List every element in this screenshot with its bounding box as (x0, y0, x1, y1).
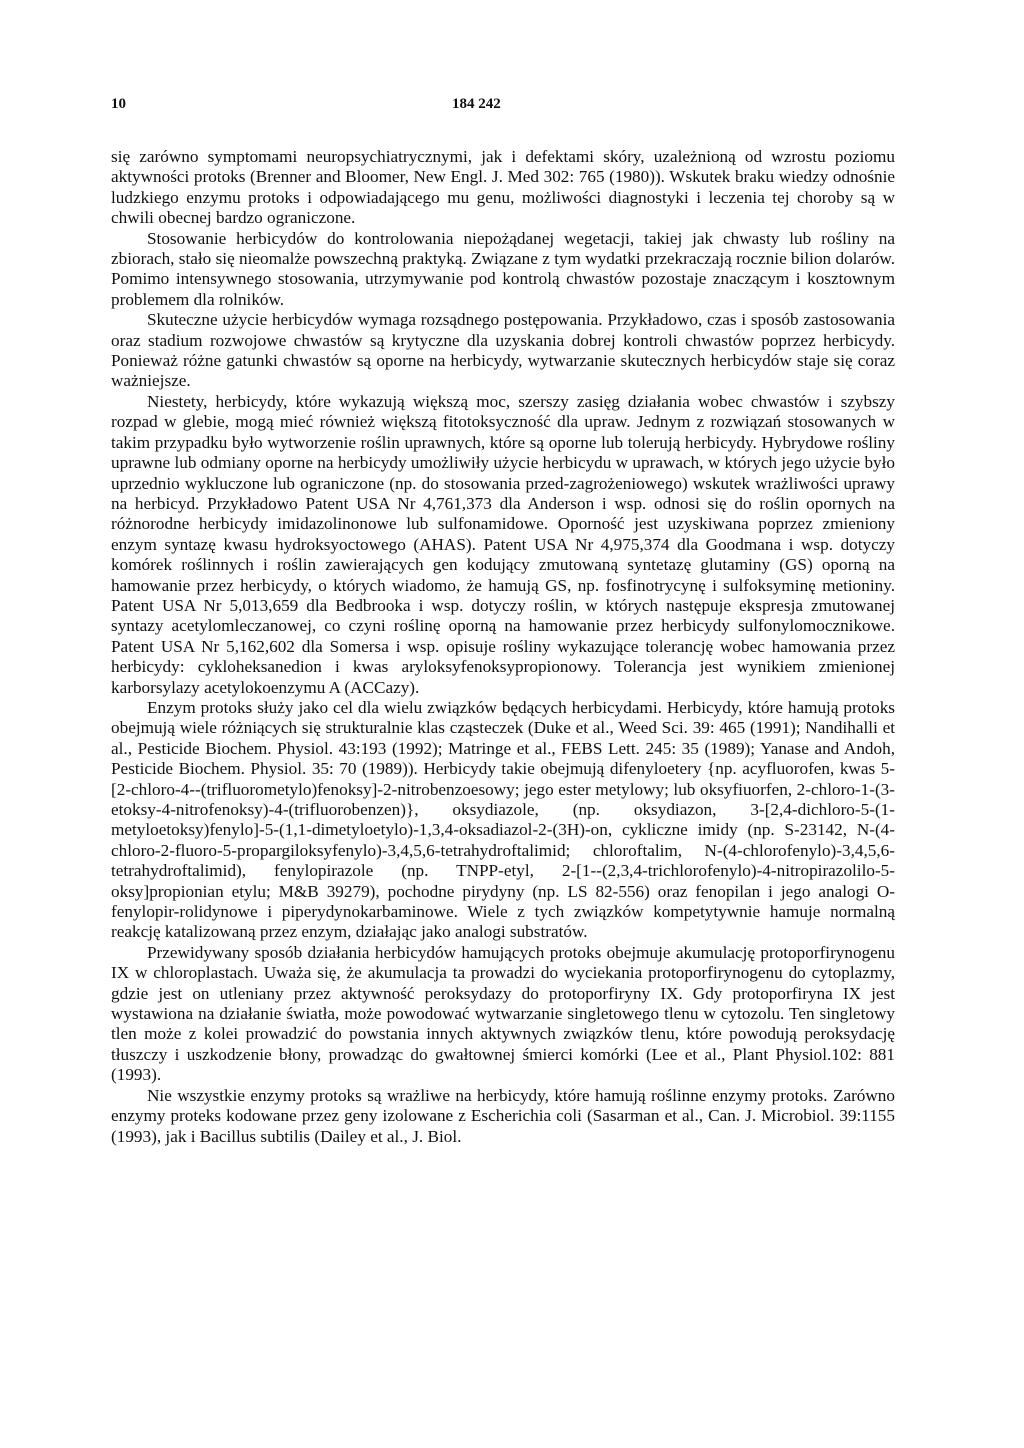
page-header (111, 96, 911, 116)
paragraph: Niestety, herbicydy, które wykazują większą moc, szerszy zasięg działania wobec chwastów i szybszy rozpad w glebie, mogą mieć również większą fitotoksyczność dla upraw. Jednym z rozwiązań stosowanych w takim przypadku było wytworzenie roślin uprawnych, które są oporne lub tolerują herbicydy. Hybrydowe rośliny uprawne lub odmiany oporne na herbicydy umożliwiły użycie herbicydu w uprawach, w których jego użycie było uprzednio wykluczone lub ograniczone (np. do stosowania przed-zagrożeniowego) wskutek wrażliwości uprawy na herbicyd. Przykładowo Patent USA Nr 4,761,373 dla Anderson i wsp. odnosi się do roślin opornych na różnorodne herbicydy imidazolinonowe lub sulfonamidowe. Oporność jest uzyskiwana poprzez zmieniony enzym syntazę kwasu hydroksyoctowego (AHAS). Patent USA Nr 4,975,374 dla Goodmana i wsp. dotyczy komórek roślinnych i roślin zawierających gen kodujący zmutowaną syntetazę glutaminy (GS) oporną na hamowanie przez herbicydy, o których wiadomo, że hamują GS, np. fosfinotrycynę i sulfoksyminę metioniny. Patent USA Nr 5,013,659 dla Bedbrooka i wsp. dotyczy roślin, w których następuje ekspresja zmutowanej syntazy acetylomleczanowej, co czyni roślinę oporną na hamowanie przez herbicydy sulfonylomocznikowe. Patent USA Nr 5,162,602 dla Somersa i wsp. opisuje rośliny wykazujące tolerancję wobec hamowania przez herbicydy: cykloheksanedion i kwas aryloksyfenoksypropionowy. Tolerancja jest wynikiem zmienionej karborsylazy acetylokoenzymu A (ACCazy). (111, 391, 895, 697)
page-number: 10 (111, 96, 126, 112)
paragraph: Enzym protoks służy jako cel dla wielu związków będących herbicydami. Herbicydy, które hamują protoks obejmują wiele różniących się strukturalnie klas cząsteczek (Duke et al., Weed Sci. 39: 465 (1991); Nandihalli et al., Pesticide Biochem. Physiol. 43:193 (1992); Matringe et al., FEBS Lett. 245: 35 (1989); Yanase and Andoh, Pesticide Biochem. Physiol. 35: 70 (1989)). Herbicydy takie obejmują difenyloetery {np. acyfluorofen, kwas 5-[2-chloro-4--(trifluorometylo)fenoksy]-2-nitrobenzoesowy; jego ester metylowy; lub oksyfiuorfen, 2-chloro-1-(3-etoksy-4-nitrofenoksy)-4-(trifluorobenzen)}, oksydiazole, (np. oksydiazon, 3-[2,4-dichloro-5-(1-metyloetoksy)fenylo]-5-(1,1-dimetyloetylo)-1,3,4-oksadiazol-2-(3H)-on, cykliczne imidy (np. S-23142, N-(4-chloro-2-fluoro-5-propargiloksyfenylo)-3,4,5,6-tetrahydroftalimid; chloroftalim, N-(4-chlorofenylo)-3,4,5,6-tetrahydroftalimid), fenylopirazole (np. TNPP-etyl, 2-[1--(2,3,4-trichlorofenylo)-4-nitropirazolilo-5-oksy]propionian etylu; M&B 39279), pochodne pirydyny (np. LS 82-556) oraz fenopilan i jego analogi O-fenylopir-rolidynowe i piperydynokarbaminowe. Wiele z tych związków kompetytywnie hamuje normalną reakcję katalizowaną przez enzym, działając jako analogi substratów. (111, 697, 895, 942)
paragraph: Przewidywany sposób działania herbicydów hamujących protoks obejmuje akumulację protoporfirynogenu IX w chloroplastach. Uważa się, że akumulacja ta prowadzi do wyciekania protoporfirynogenu do cytoplazmy, gdzie jest on utleniany przez aktywność peroksydazy do protoporfiryny IX. Gdy protoporfiryna IX jest wystawiona na działanie światła, może powodować wytwarzanie singletowego tlenu w cytozolu. Ten singletowy tlen może z kolei prowadzić do powstania innych aktywnych związków tlenu, które powodują peroksydację tłuszczy i uszkodzenie błony, prowadząc do gwałtownej śmierci komórki (Lee et al., Plant Physiol.102: 881 (1993). (111, 942, 895, 1085)
paragraph: się zarówno symptomami neuropsychiatrycznymi, jak i defektami skóry, uzależnioną od wzrostu poziomu aktywności protoks (Brenner and Bloomer, New Engl. J. Med 302: 765 (1980)). Wskutek braku wiedzy odnośnie ludzkiego enzymu protoks i odpowiadającego mu genu, możliwości diagnostyki i leczenia tej choroby są w chwili obecnej bardzo ograniczone. (111, 147, 895, 228)
patent-number: 184 242 (452, 96, 501, 112)
paragraph: Stosowanie herbicydów do kontrolowania niepożądanej wegetacji, takiej jak chwasty lub rośliny na zbiorach, stało się nieomalże powszechną praktyką. Związane z tym wydatki przekraczają rocznie bilion dolarów. Pomimo intensywnego stosowania, utrzymywanie pod kontrolą chwastów pozostaje znaczącym i kosztownym problemem dla rolników. (111, 228, 895, 309)
paragraph: Nie wszystkie enzymy protoks są wrażliwe na herbicydy, które hamują roślinne enzymy protoks. Zarówno enzymy proteks kodowane przez geny izolowane z Escherichia coli (Sasarman et al., Can. J. Microbiol. 39:1155 (1993), jak i Bacillus subtilis (Dailey et al., J. Biol. (111, 1085, 895, 1146)
paragraph: Skuteczne użycie herbicydów wymaga rozsądnego postępowania. Przykładowo, czas i sposób zastosowania oraz stadium rozwojowe chwastów są krytyczne dla uzyskania dobrej kontroli chwastów poprzez herbicydy. Ponieważ różne gatunki chwastów są oporne na herbicydy, wytwarzanie skutecznych herbicydów staje się coraz ważniejsze. (111, 310, 895, 391)
body-text (111, 147, 895, 1147)
